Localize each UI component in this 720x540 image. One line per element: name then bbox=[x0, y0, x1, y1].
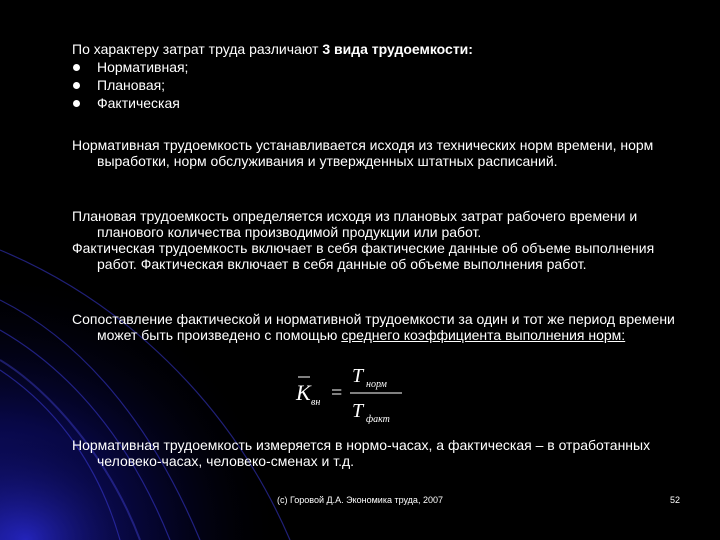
comparison-text: Сопоставление фактической и нормативной трудоемкости за один и тот же период времени может быть произведено с помощью bbox=[72, 311, 675, 343]
formula-denominator-sub: факт bbox=[366, 414, 390, 424]
types-list bbox=[72, 58, 672, 112]
bullet-icon bbox=[73, 82, 80, 89]
comparison-underlined-text: среднего коэффициента выполнения норм: bbox=[341, 327, 626, 343]
intro-bold-text: 3 вида трудоемкости: bbox=[322, 41, 473, 57]
bullet-icon bbox=[73, 64, 80, 71]
formula-denominator: T bbox=[352, 400, 364, 422]
formula-lhs: K bbox=[296, 380, 311, 405]
formula-lhs-sub: вн bbox=[311, 397, 321, 408]
paragraph-measure: Нормативная трудоемкость измеряется в нормо-часах, а фактическая – в отработанных человеко-часах, человеко-сменах и т.д. bbox=[72, 437, 651, 469]
formula bbox=[290, 362, 420, 424]
page-number: 52 bbox=[669, 495, 680, 505]
paragraph-planned: Плановая трудоемкость определяется исходя из плановых затрат рабочего времени и планового количества производимой продукции или работ. bbox=[72, 208, 638, 240]
formula-equals: = bbox=[331, 382, 343, 404]
list-item-label: Нормативная; bbox=[97, 59, 189, 75]
intro-text: По характеру затрат труда различают bbox=[72, 41, 323, 57]
paragraph-actual: Фактическая трудоемкость включает в себя фактические данные об объеме выполнения работ. Фактическая включает в себя данные об объеме выполнения работ. bbox=[72, 240, 655, 272]
intro-line bbox=[72, 40, 672, 58]
formula-numerator: T bbox=[352, 365, 364, 387]
list-item bbox=[72, 76, 672, 94]
paragraph-normative: Нормативная трудоемкость устанавливается исходя из технических норм времени, норм выработки, норм обслуживания и утвержденных штатных расписаний. bbox=[72, 137, 654, 169]
list-item-label: Фактическая bbox=[97, 95, 180, 111]
list-item bbox=[72, 58, 672, 76]
bullet-icon bbox=[73, 100, 80, 107]
intro-block bbox=[72, 40, 672, 112]
formula-numerator-sub: норм bbox=[366, 379, 387, 390]
paragraph-comparison bbox=[72, 311, 697, 343]
footer-credit: (с) Горовой Д.А. Экономика труда, 2007 bbox=[277, 495, 443, 505]
list-item-label: Плановая; bbox=[97, 77, 166, 93]
list-item bbox=[72, 94, 672, 112]
